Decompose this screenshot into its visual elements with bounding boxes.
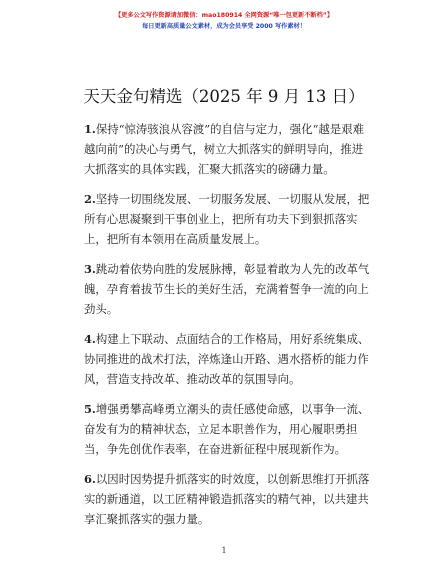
- paragraph-number: 1.: [84, 122, 96, 136]
- paragraph-1: [84, 119, 373, 179]
- paragraph-text: 保持“惊涛骇浪从容渡”的自信与定力，强化“越是艰难越向前”的决心与勇气，树立大抓落实的鲜明导向，推进大抓落实的具体实践，汇聚大抓落实的磅礴力量。: [84, 122, 364, 176]
- paragraph-text: 以因时因势提升抓落实的时效度，以创新思维打开抓落实的新通道，以工匠精神锻造抓落实的精气神，以共建共享汇聚抓落实的强力量。: [84, 472, 370, 526]
- paragraph-text: 构建上下联动、点面结合的工作格局，用好系统集成、协同推进的战术打法，淬炼逢山开路、遇水搭桥的能力作风，营造支持改革、推动改革的氛围导向。: [84, 332, 370, 386]
- promo-banner-line-2: 每日更新高质量公文素材，成为会员享受 2000 写作素材！: [142, 23, 306, 30]
- paragraph-number: 4.: [84, 332, 96, 346]
- paragraph-3: [84, 259, 373, 319]
- paragraph-6: [84, 469, 373, 529]
- page-number: 1: [221, 546, 227, 555]
- paragraph-4: [84, 329, 373, 389]
- document-title: 天天金句精选（2025 年 9 月 13 日）: [83, 87, 365, 106]
- paragraph-number: 5.: [84, 402, 96, 416]
- paragraph-number: 2.: [84, 192, 96, 206]
- paragraph-text: 增强勇攀高峰勇立潮头的责任感使命感，以事争一流、奋发有为的精神状态，立足本职善作为，用心履职勇担当，争先创优作表率，在奋进新征程中展现新作为。: [84, 402, 370, 456]
- paragraph-text: 坚持一切围绕发展、一切服务发展、一切服从发展，把所有心思凝聚到干事创业上，把所有功夫下到狠抓落实上，把所有本领用在高质量发展上。: [84, 192, 370, 246]
- document-body: [84, 119, 373, 539]
- paragraph-5: [84, 399, 373, 459]
- paragraph-text: 跳动着依势向胜的发展脉搏，彰显着敢为人先的改革气魄，孕育着拔节生长的美好生活，充满着誓争一流的向上劲头。: [84, 262, 370, 316]
- promo-banner-line-1: 【更多公文写作资源请加微信：mao180914 全网资源“唯一包更新不断档”】: [114, 12, 334, 19]
- paragraph-number: 3.: [84, 262, 96, 276]
- paragraph-number: 6.: [84, 472, 96, 486]
- paragraph-2: [84, 189, 373, 249]
